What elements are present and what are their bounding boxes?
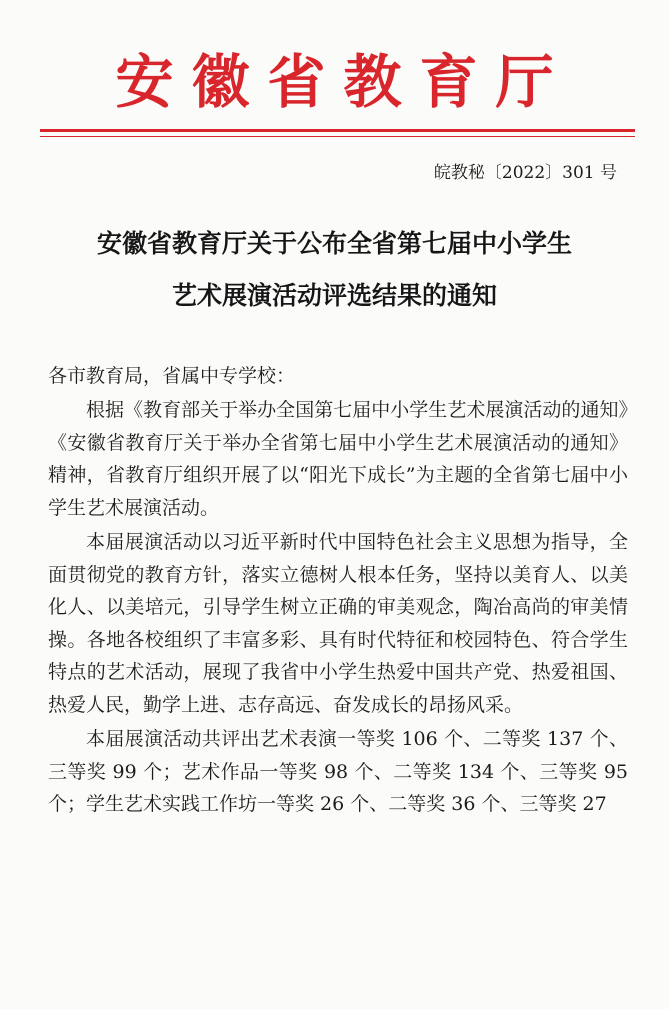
org-header-title: 安徽省教育厅 <box>115 48 572 116</box>
paragraph-3: 本届展演活动共评出艺术表演一等奖 106 个、二等奖 137 个、三等奖 99 个；艺术作品一等奖 98 个、二等奖 134 个、三等奖 95 个；学生艺术实践工作坊一等奖 26 个、二等奖 36 个、三等奖 27 <box>48 728 628 816</box>
document-body <box>48 360 628 822</box>
header-red-rule-thin <box>40 136 635 137</box>
document-title-line-2: 艺术展演活动评选结果的通知 <box>171 281 497 310</box>
paragraph-2: 本届展演活动以习近平新时代中国特色社会主义思想为指导，全面贯彻党的教育方针，落实立德树人根本任务，坚持以美育人、以美化人、以美培元，引导学生树立正确的审美观念，陶冶高尚的审美情操。各地各校组织了丰富多彩、具有时代特征和校园特色、符合学生特点的艺术活动，展现了我省中小学生热爱中国共产党、热爱祖国、热爱人民，勤学上进、志存高远、奋发成长的昂扬风采。 <box>48 530 628 716</box>
header-red-rule-thick <box>40 129 635 132</box>
document-title-line-1: 安徽省教育厅关于公布全省第七届中小学生 <box>96 229 572 258</box>
document-number: 皖教秘〔2022〕301 号 <box>433 163 617 183</box>
paragraph-1: 根据《教育部关于举办全国第七届中小学生艺术展演活动的通知》《安徽省教育厅关于举办全省第七届中小学生艺术展演活动的通知》精神，省教育厅组织开展了以“阳光下成长”为主题的全省第七届中小学生艺术展演活动。 <box>48 399 628 519</box>
salutation: 各市教育局，省属中专学校： <box>48 365 296 387</box>
